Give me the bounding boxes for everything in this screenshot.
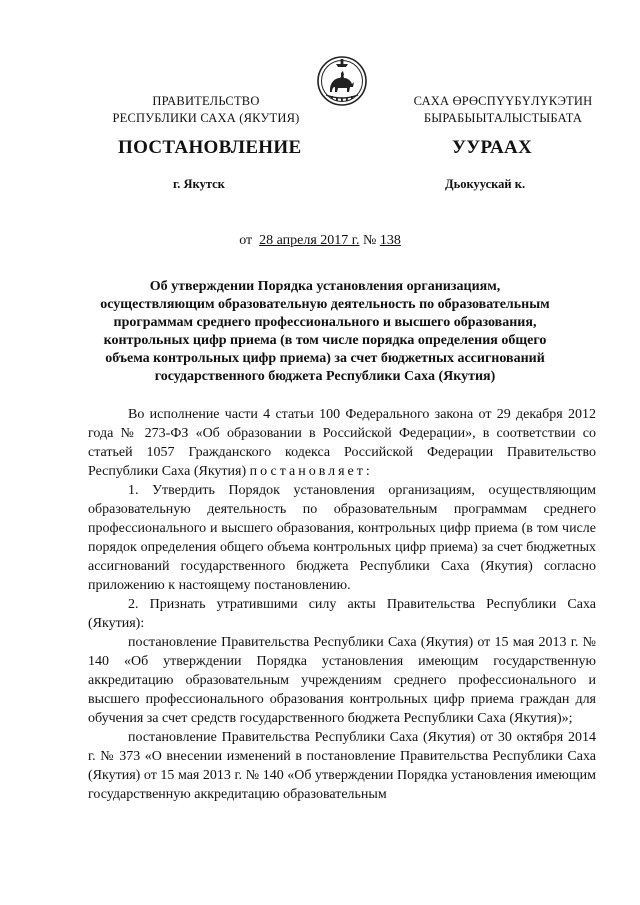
doc-type-ru: ПОСТАНОВЛЕНИЕ: [118, 137, 302, 158]
doc-title-line: контрольных цифр приема (в том числе порядка определения общего: [103, 333, 547, 348]
doc-title-line: объема контрольных цифр приема) за счет бюджетных ассигнований: [105, 351, 545, 366]
doc-title: [70, 278, 580, 386]
doc-number: 138: [379, 233, 401, 248]
doc-title-line: программам среднего профессионального и высшего образования,: [113, 315, 537, 330]
org-name-sakha-line2: БЫРАБЫЫТАЛЫСТЫБАТА: [423, 111, 583, 125]
doc-date: 28 апреля 2017 г.: [259, 233, 360, 248]
doc-number-sign: №: [362, 233, 377, 248]
doc-type-sakha: УУРААХ: [452, 137, 533, 158]
repealed-act-2: постановление Правительства Республики Саха (Якутия) от 30 октября 2014 г. № 373 «О внесении изменений в постановление Правительства Республики Саха (Якутия) от 15 мая 2013 г. № 140 «Об утверждении Порядка установления имеющим государственную аккредитацию образовательным: [88, 730, 596, 802]
org-name-ru-line1: ПРАВИТЕЛЬСТВО: [152, 94, 260, 108]
org-name-ru: [96, 93, 316, 127]
repealed-act-1: постановление Правительства Республики Саха (Якутия) от 15 мая 2013 г. № 140 «Об утверждении Порядка установления имеющим государственную аккредитацию образовательным учреждениям среднего профессионального и высшего профессионального образования контрольных цифр приема граждан для обучения за счет средств государственного бюджета Республики Саха (Якутия)»;: [88, 635, 596, 726]
doc-title-line: Об утверждении Порядка установления организациям,: [149, 279, 501, 294]
preamble-paragraph: [88, 405, 596, 481]
preamble-decree: постановляет:: [249, 464, 373, 479]
city-ru: г. Якутск: [173, 177, 225, 191]
doc-date-number: [0, 233, 640, 249]
org-name-sakha: [388, 93, 618, 127]
doc-title-line: осуществляющим образовательную деятельность по образовательным: [100, 297, 550, 312]
org-name-sakha-line1: САХА ӨРӨСПҮҮБҮЛҮКЭТИН: [413, 94, 593, 108]
doc-title-line: государственного бюджета Республики Саха (Якутия): [154, 369, 496, 384]
doc-body: [88, 405, 596, 804]
item-1-paragraph: 1. Утвердить Порядок установления организациям, осуществляющим образовательную деятельность по образовательным программам среднего профессионального и высшего образования, контрольных цифр приема (в том числе порядок определения общего объема контрольных цифр приема) за счет бюджетных ассигнований государственного бюджета Республики Саха (Якутия) согласно приложению к настоящему постановлению.: [88, 483, 596, 593]
coat-of-arms-icon: [316, 54, 368, 108]
city-sakha: Дьокуускай к.: [445, 177, 526, 191]
preamble-text: Во исполнение части 4 статьи 100 Федерального закона от 29 декабря 2012 года № 273-ФЗ «Об образовании в Российской Федерации», в соответствии со статьей 1057 Гражданского кодекса Российской Федерации Правительство Республики Саха (Якутия): [88, 407, 596, 479]
org-name-ru-line2: РЕСПУБЛИКИ САХА (ЯКУТИЯ): [112, 111, 300, 125]
item-2-paragraph: 2. Признать утратившими силу акты Правительства Республики Саха (Якутия):: [88, 597, 596, 631]
doc-number-prefix: от: [239, 233, 253, 248]
